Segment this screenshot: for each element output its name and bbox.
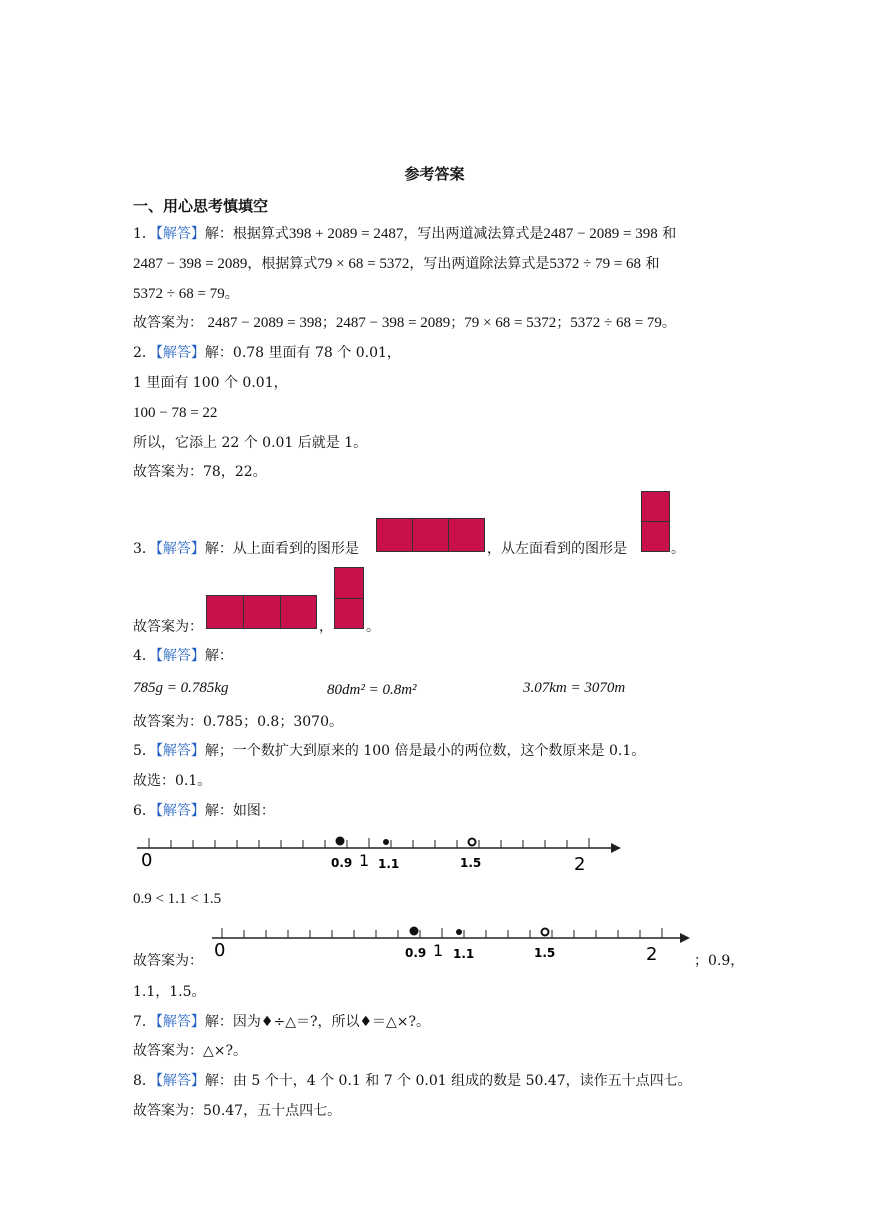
square bbox=[641, 521, 670, 552]
text: 和 bbox=[662, 226, 677, 242]
label-1-5: 1.5 bbox=[534, 946, 556, 960]
answer-tag: 【解答】 bbox=[155, 226, 205, 242]
q5-answer: 故选：0.1。 bbox=[133, 773, 212, 789]
answer-label: 故答案为： bbox=[133, 315, 203, 331]
equation: 5372 ÷ 68 = 79 bbox=[570, 315, 662, 331]
q3-line1 bbox=[133, 539, 359, 559]
label-1-1: 1.1 bbox=[453, 947, 475, 961]
square bbox=[412, 518, 449, 552]
top-view-figure bbox=[376, 518, 486, 552]
point-1-5 bbox=[469, 839, 476, 846]
text: 和 bbox=[645, 256, 660, 272]
q2-line4: 所以，它添上 22 个 0.01 后就是 1。 bbox=[133, 435, 368, 451]
label-0: 0 bbox=[141, 850, 153, 871]
left-view-figure bbox=[641, 491, 670, 552]
square bbox=[448, 518, 485, 552]
equation: 2487 − 2089 = 398 bbox=[543, 226, 658, 242]
q3-line1b: ，从左面看到的图形是 bbox=[487, 541, 627, 557]
point-1-1 bbox=[383, 839, 389, 845]
text: 解：因为♦÷△＝?，所以♦＝△×?。 bbox=[204, 1014, 431, 1030]
q7-answer: 故答案为：△×?。 bbox=[133, 1043, 248, 1059]
q4-answer: 故答案为：0.785；0.8；3070。 bbox=[133, 714, 343, 730]
label-0-9: 0.9 bbox=[405, 946, 427, 960]
text: 。 bbox=[661, 315, 676, 331]
text: 解：根据算式 bbox=[204, 226, 289, 242]
label-0: 0 bbox=[214, 940, 226, 961]
q8-line1 bbox=[133, 1071, 692, 1091]
q5-line1 bbox=[133, 741, 645, 761]
q4-line1 bbox=[133, 646, 233, 666]
separator: ； bbox=[321, 315, 336, 331]
q6-answer-label: 故答案为： bbox=[133, 953, 203, 969]
q1-line2 bbox=[133, 254, 660, 274]
square bbox=[206, 595, 244, 629]
text: 解： bbox=[204, 648, 233, 664]
text: ，写出两道减法算式是 bbox=[403, 226, 544, 242]
q1-answer bbox=[133, 313, 676, 333]
text: 解：0.78 里面有 78 个 0.01， bbox=[204, 345, 401, 361]
equation: 2487 − 398 = 2089 bbox=[133, 256, 248, 272]
equation: 2487 − 2089 = 398 bbox=[207, 315, 322, 331]
q6-answer-line2: 1.1，1.5。 bbox=[133, 984, 206, 1000]
square bbox=[641, 491, 670, 522]
answer-top-view-figure bbox=[206, 595, 317, 629]
equation: 5372 ÷ 79 = 68 bbox=[549, 256, 642, 272]
point-1-1 bbox=[456, 929, 462, 935]
separator: ； bbox=[450, 315, 465, 331]
text: ，写出两道除法算式是 bbox=[409, 256, 550, 272]
label-1: 1 bbox=[433, 941, 444, 960]
point-0-9 bbox=[410, 927, 419, 936]
square bbox=[280, 595, 317, 629]
q1-line3 bbox=[133, 284, 239, 304]
question-number: 5． bbox=[133, 743, 156, 759]
equation: 79 × 68 = 5372 bbox=[464, 315, 557, 331]
question-number: 3． bbox=[133, 541, 156, 557]
label-0-9: 0.9 bbox=[331, 856, 353, 870]
number-line-1 bbox=[133, 826, 623, 878]
square bbox=[243, 595, 281, 629]
square bbox=[334, 567, 364, 599]
answer-tag: 【解答】 bbox=[155, 743, 205, 759]
q7-line1 bbox=[133, 1012, 430, 1032]
q2-line3: 100 − 78 = 22 bbox=[133, 405, 218, 421]
q6-compare: 0.9 < 1.1 < 1.5 bbox=[133, 891, 222, 907]
equation-2: 80dm² = 0.8m² bbox=[327, 682, 417, 698]
q2-line2: 1 里面有 100 个 0.01， bbox=[133, 375, 288, 391]
equation: 5372 ÷ 68 = 79 bbox=[133, 286, 225, 302]
q2-answer: 故答案为：78，22。 bbox=[133, 464, 267, 480]
point-0-9 bbox=[336, 837, 345, 846]
q2-line1 bbox=[133, 343, 401, 363]
q6-line1 bbox=[133, 801, 275, 821]
ticks bbox=[149, 838, 589, 848]
question-number: 1． bbox=[133, 226, 156, 242]
answer-tag: 【解答】 bbox=[155, 648, 205, 664]
label-2: 2 bbox=[646, 944, 658, 965]
equation: 79 × 68 = 5372 bbox=[317, 256, 410, 272]
text: 解；一个数扩大到原来的 100 倍是最小的两位数，这个数原来是 0.1。 bbox=[204, 743, 646, 759]
answer-tag: 【解答】 bbox=[155, 803, 205, 819]
square bbox=[334, 598, 364, 629]
equation: 2487 − 398 = 2089 bbox=[335, 315, 451, 331]
question-number: 8． bbox=[133, 1073, 156, 1089]
equation: 398 + 2089 = 2487 bbox=[288, 226, 404, 242]
text: 解：从上面看到的图形是 bbox=[204, 541, 359, 557]
arrow-head bbox=[680, 933, 690, 943]
section-heading: 一、用心思考慎填空 bbox=[133, 197, 269, 215]
q3-line1c: 。 bbox=[671, 541, 685, 557]
text: ，根据算式 bbox=[247, 256, 318, 272]
question-number: 2． bbox=[133, 345, 156, 361]
separator: ， bbox=[319, 619, 333, 635]
answer-tag: 【解答】 bbox=[155, 345, 205, 361]
square bbox=[376, 518, 413, 552]
q8-answer: 故答案为：50.47，五十点四七。 bbox=[133, 1103, 342, 1119]
q1-line1 bbox=[133, 224, 676, 244]
equation-1: 785g = 0.785kg bbox=[133, 680, 229, 696]
label-1-5: 1.5 bbox=[460, 856, 482, 870]
answer-tag: 【解答】 bbox=[155, 541, 205, 557]
end-mark: 。 bbox=[366, 619, 380, 635]
question-number: 6． bbox=[133, 803, 156, 819]
answer-tag: 【解答】 bbox=[155, 1014, 205, 1030]
ticks bbox=[222, 928, 662, 938]
q6-answer-tail: ；0.9， bbox=[694, 953, 745, 969]
arrow-head bbox=[611, 843, 621, 853]
label-1-1: 1.1 bbox=[378, 857, 400, 871]
text: 解：如图： bbox=[204, 803, 275, 819]
separator: ； bbox=[556, 315, 571, 331]
text: 解：由 5 个十，4 个 0.1 和 7 个 0.01 组成的数是 50.47，读作五十点四七。 bbox=[204, 1073, 692, 1089]
question-number: 4． bbox=[133, 648, 156, 664]
text: 。 bbox=[224, 286, 239, 302]
question-number: 7． bbox=[133, 1014, 156, 1030]
answer-tag: 【解答】 bbox=[155, 1073, 205, 1089]
label-1: 1 bbox=[359, 851, 370, 870]
number-line-2 bbox=[208, 916, 693, 968]
equation-3: 3.07km = 3070m bbox=[523, 680, 626, 696]
label-2: 2 bbox=[574, 854, 586, 875]
q3-answer-label: 故答案为： bbox=[133, 619, 203, 635]
page-title: 参考答案 bbox=[404, 165, 465, 183]
point-1-5 bbox=[542, 929, 549, 936]
answer-left-view-figure bbox=[334, 567, 364, 629]
